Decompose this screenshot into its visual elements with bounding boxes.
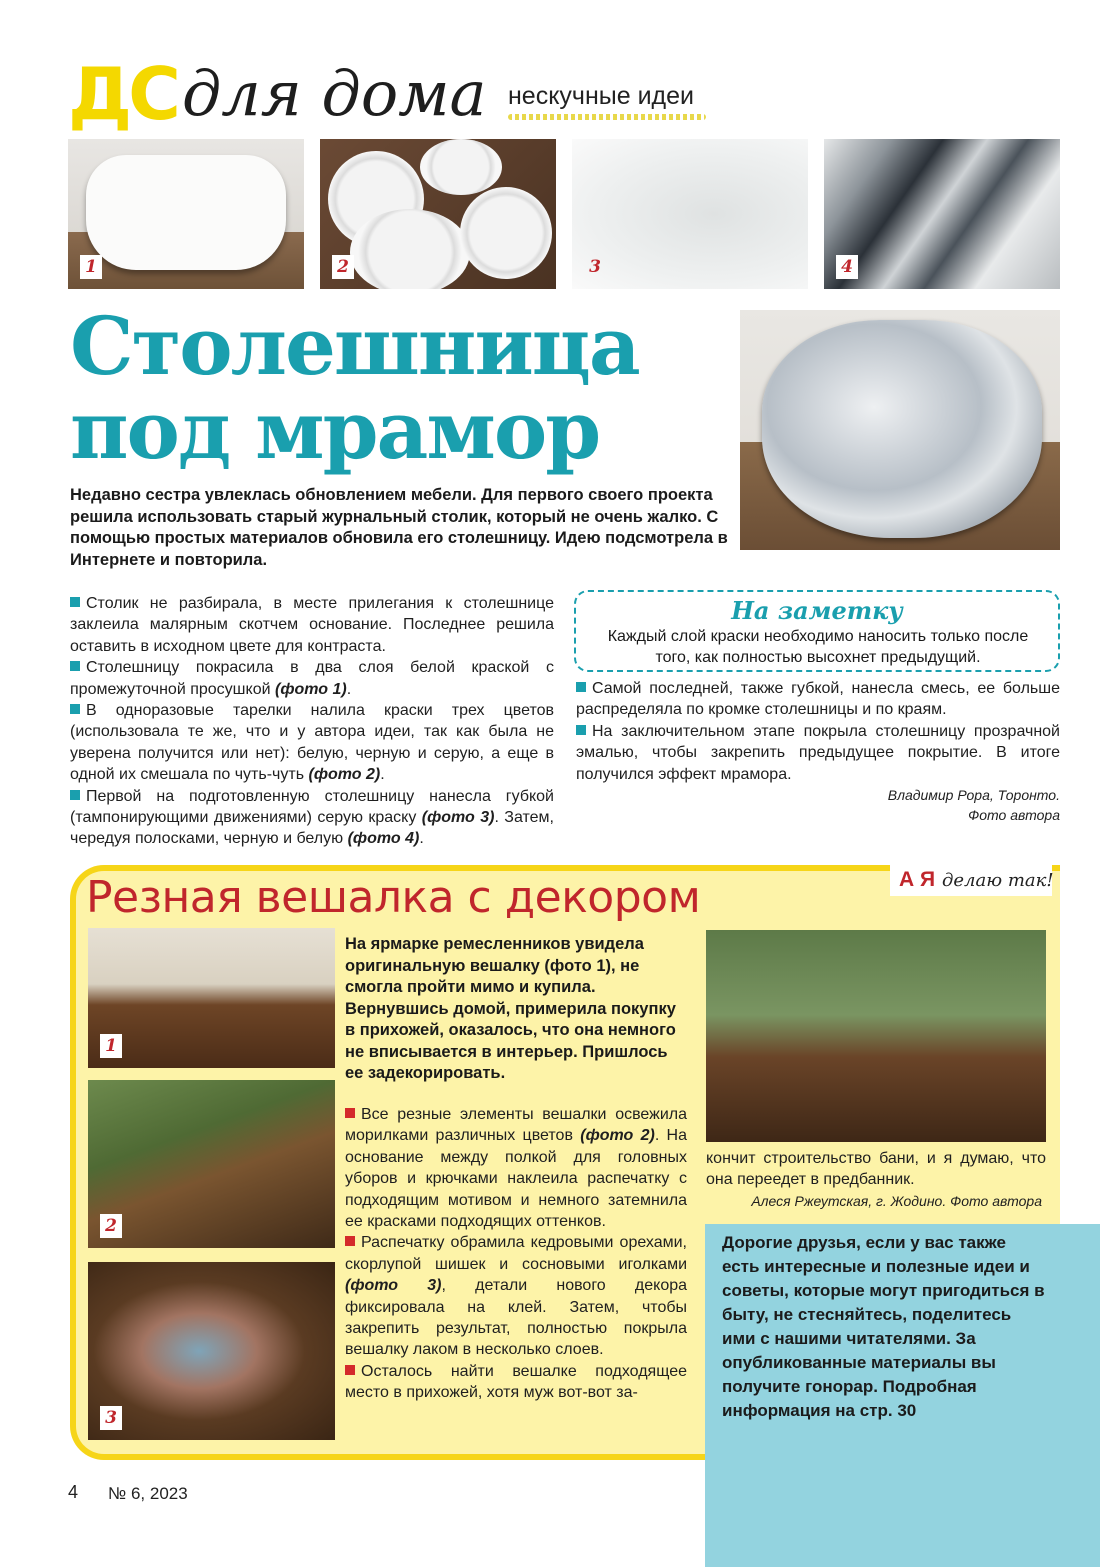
page-number: 4 — [68, 1482, 79, 1502]
magazine-logo: ДС — [68, 52, 177, 136]
step-photo-3 — [572, 139, 808, 289]
author-credit: Владимир Рора, Торонто. — [887, 787, 1060, 804]
badge-label-bold: А Я — [899, 868, 936, 891]
paragraph: Самой последней, также губкой, нанесла смесь, ее больше распределяла по кромке столешницы и по краям. — [576, 680, 1060, 719]
hanger-photo-1 — [88, 928, 335, 1068]
rubric-underline — [508, 114, 706, 120]
photo-credit: Фото автора — [968, 807, 1060, 824]
hanger-photo-3 — [88, 1262, 335, 1440]
paragraph: На заключительном этапе покрыла столешницу прозрачной эмалью, чтобы закрепить предыдущее покрытие. В итоге получился эффект мрамора. — [576, 722, 1060, 783]
photo-number: 2 — [332, 255, 354, 279]
photo-number: 1 — [100, 1034, 122, 1058]
paragraph: В одноразовые тарелки налила краски трех цветов (использовала те же, что и у автора идеи, так как была не уверена получится или нет): белую, черную и серую, а еще в одной их смешала по чуть-чуть (фото 2). — [70, 702, 554, 784]
paragraph: Первой на подготовленную столешницу нанесла губкой (тампонирующими движениями) серую краску (фото 3). Затем, чередуя полосками, черную и белую (фото 4). — [70, 787, 555, 848]
bullet-icon — [70, 597, 80, 607]
section-title: для дома — [182, 57, 487, 130]
article-column-2 — [576, 678, 1060, 825]
bullet-icon — [345, 1236, 355, 1246]
paragraph: Осталось найти вешалке подходящее место в прихожей, хотя муж вот-вот за- — [345, 1362, 687, 1402]
bullet-icon — [345, 1108, 355, 1118]
bullet-icon — [345, 1365, 355, 1375]
photo-number: 3 — [589, 257, 601, 277]
title-line-2: под мрамор — [70, 383, 600, 477]
white-table-photo — [86, 155, 286, 270]
article-lead: Недавно сестра увлеклась обновлением мебели. Для первого своего проекта решила использовать старый журнальный столик, который не очень жалко. С помощью простых материалов обновила его столешницу. Идею подсмотрела в Интернете и повторила. — [70, 486, 728, 569]
paragraph: Распечатку обрамила кедровыми орехами, скорлупой шишек и сосновыми иголками (фото 3), детали нового декора фиксировала на клей. Затем, чтобы закрепить результат, полностью покрыла вешалку лаком в несколько слоев. — [345, 1234, 688, 1359]
photo-number: 4 — [836, 255, 858, 279]
article-title — [70, 299, 730, 477]
hanger-photo-2 — [88, 1080, 335, 1248]
rubric-label: нескучные идеи — [508, 82, 694, 110]
issue-number: № 6, 2023 — [108, 1484, 188, 1503]
photo-number: 3 — [100, 1406, 122, 1430]
article2-lead: На ярмарке ремесленников увидела оригинальную вешалку (фото 1), не смогла пройти мимо и купила. Вернувшись домой, примерила покупку в прихожей, оказалось, что она немного не вписывается в интерьер. Пришлось ее задекорировать. — [345, 935, 676, 1082]
article2-column-continued: кончит строительство бани, и я думаю, что она переедет в предбанник. — [706, 1150, 1046, 1189]
badge-label-italic: делаю так! — [942, 870, 1054, 891]
bullet-icon — [576, 725, 586, 735]
article2-title: Резная вешалка с декором — [86, 872, 701, 923]
title-line-1: Столешница — [70, 299, 639, 393]
photo-number: 2 — [100, 1214, 122, 1238]
bullet-icon — [70, 790, 80, 800]
marble-tabletop — [762, 320, 1042, 538]
step-photo-4 — [824, 139, 1060, 289]
note-title: На заметку — [731, 596, 903, 625]
bullet-icon — [70, 704, 80, 714]
paragraph: Столешницу покрасила в два слоя белой краской с промежуточной просушкой (фото 1). — [70, 659, 554, 698]
bullet-icon — [576, 682, 586, 692]
article2-author-credit: Алеся Ржеутская, г. Жодино. Фото автора — [751, 1193, 1042, 1209]
paint-plate — [420, 139, 502, 195]
article-column-1 — [70, 593, 554, 850]
paint-plate — [350, 209, 470, 289]
hanger-final-photo — [706, 930, 1046, 1142]
article2-column — [345, 1104, 687, 1404]
step-photo-2 — [320, 139, 556, 289]
step-photo-1 — [68, 139, 304, 289]
note-text: Каждый слой краски необходимо наносить только после того, как полностью высохнет предыдущий. — [607, 628, 1029, 667]
bullet-icon — [70, 661, 80, 671]
paint-plate — [460, 187, 552, 279]
finished-table-photo — [740, 310, 1060, 550]
photo-number: 1 — [80, 255, 102, 279]
promo-text: Дорогие друзья, если у вас также есть интересные и полезные идеи и советы, которые могут пригодиться в быту, не стесняйтесь, поделитесь ими с нашими читателями. За опубликованные материалы вы получите гонорар. Подробная информация на стр. 30 — [722, 1233, 1045, 1420]
paragraph: Все резные элементы вешалки освежила морилками различных цветов (фото 2). На основание между полкой для головных уборов и крючками наклеила распечатку с подходящим мотивом и немного затемнила ее красками подходящих оттенков. — [345, 1106, 687, 1231]
paragraph: Столик не разбирала, в месте прилегания к столешнице заклеила малярным скотчем основание. Последнее решила оставить в исходном цвете для контраста. — [70, 595, 554, 655]
